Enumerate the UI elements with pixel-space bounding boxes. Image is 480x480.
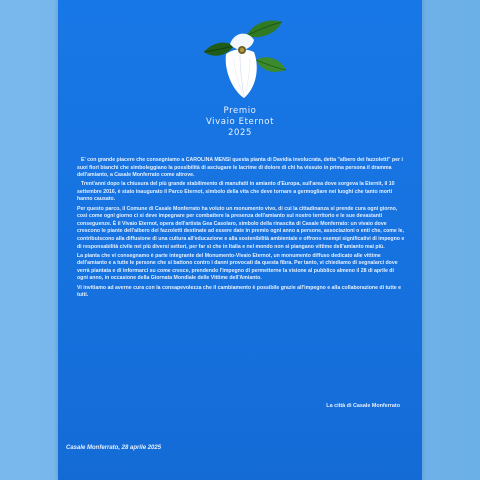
certificate-body bbox=[77, 157, 405, 301]
award-title-premio: Premio bbox=[223, 106, 257, 116]
body-paragraph-4: La pianta che vi consegnamo è parte integrante del Monumento-Vivaio Eternot, un monumento diffuso dedicato alle vittime dell'amianto e a tutte le persone che si battono contro i danni provocati da questa fibra. Per tanto, vi chiediamo di segnalarci dove verrà piantata e di informarci su come cresce, prendendo l'impegno di permetterne la visione al pubblico almeno il 28 di aprile di ogni anno, in occasione della Giornata Mondiale delle Vittime dell'Amianto. bbox=[77, 252, 398, 282]
award-title-year: 2025 bbox=[227, 128, 253, 138]
date-line: Casale Monferrato, 28 aprile 2025 bbox=[66, 445, 162, 451]
body-paragraph-2: Trent'anni dopo la chiusura del più grande stabilimento di manufatti in amianto d'Europa, sull'area dove sorgeva la Eternit, il 10 settembre 2016, è stato inaugurato il Parco Eternot, simbolo della vita che deve tornare a germogliare nei luoghi che tanto morti hanno causato. bbox=[77, 181, 395, 203]
body-paragraph-1: E' con grande piacere che consegniamo a CAROLINA MENSI questa pianta di Davidia involucrata, detta "albero dei fazzoletti" per i suoi fiori bianchi che simboleggiano la possibilità di asciugare le lacrime di dolore di chi ha vissuto in prima persona il dramma dell'amianto, a Casale Monferrato come altrove. bbox=[77, 157, 403, 179]
davidia-flower-icon bbox=[190, 14, 290, 104]
award-title-name: Vivaio Eternot bbox=[205, 117, 275, 127]
certificate-sheet bbox=[58, 0, 422, 480]
signature-line: La città di Casale Monferrato bbox=[326, 403, 400, 409]
body-paragraph-5: Vi invitiamo ad averne cura con la consapevolezza che il cambiamento è possibile grazie all'impegno e alla collaborazione di tutte e tutti. bbox=[77, 284, 402, 299]
body-paragraph-3: Per questo parco, il Comune di Casale Monferrato ha voluto un monumento vivo, di cui la cittadinanza si prende cura ogni giorno, così come ogni giorno ci si deve impegnare per combattere la presenza dell'amianto sul nostro territorio e le sue devastanti conseguenze. È il Vivaio Eternot, opera dell'artista Gea Casolaro, simbolo della rinascita di Casale Monferrato: un vivaio dove crescono le piante dell'albero dei fazzoletti destinate ad essere date in premio ogni anno a persone, associazioni o enti che, come le, contribuiscono alla diffusione di una cultura all'educazione e alla sostenibilità ambientale e offrono esempi significativi di impegno e di responsabilità civile nei più diversi settori, per far sì che in Italia e nel mondo non si piangano vittime dell'amianto mai più. bbox=[77, 205, 405, 250]
